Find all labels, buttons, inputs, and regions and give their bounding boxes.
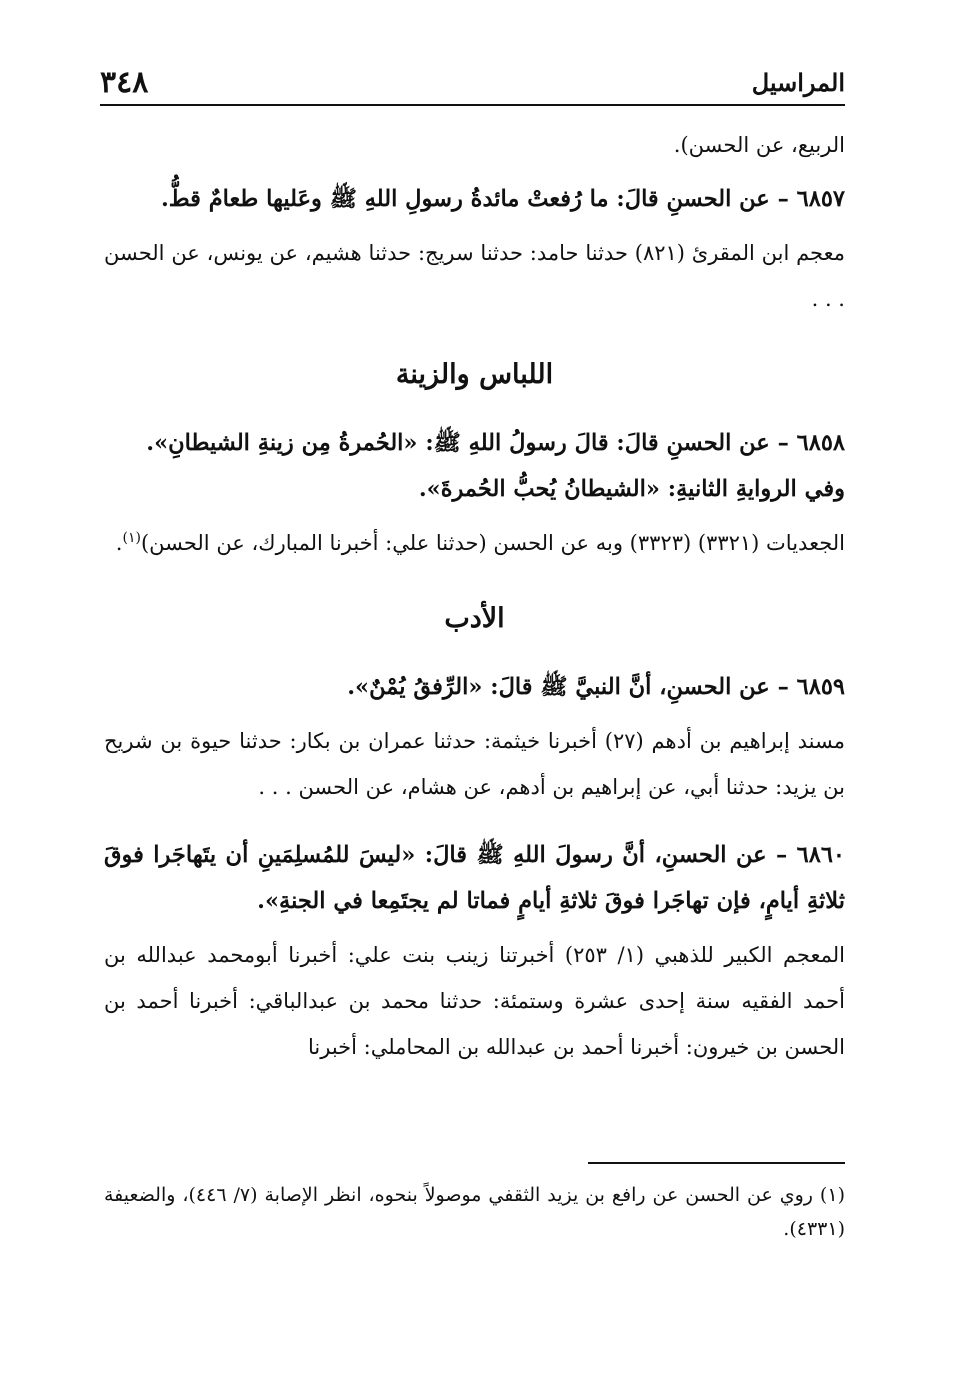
page-number: ٣٤٨ [100,64,149,100]
source-6858-end: . [115,531,123,555]
footnote: (١) روي عن الحسن عن رافع بن يزيد الثقفي موصولاً بنحوه، انظر الإصابة (٧/ ٤٤٦)، والضعيفة (٤٣٣١). [104,1184,845,1240]
source-6859: مسند إبراهيم بن أدهم (٢٧) أخبرنا خيثمة: حدثنا عمران بن بكار: حدثنا حيوة بن شريح بن يزيد: حدثنا أبي، عن إبراهيم بن أدهم، عن هشام، عن الحسن . . . [104,729,845,799]
source-6858-text: الجعديات (٣٣٢١) (٣٣٢٣) وبه عن الحسن (حدثنا علي: أخبرنا المبارك، عن الحسن) [140,531,845,555]
hadith-6857: ٦٨٥٧ – عن الحسنِ قالَ: ما رُفعتْ مائدةُ رسولِ اللهِ ﷺ وعَليها طعامٌ قطُّ. [160,186,845,212]
hadith-6858: ٦٨٥٨ – عن الحسنِ قالَ: قالَ رسولُ اللهِ ﷺ: «الحُمرةُ مِن زينةِ الشيطانِ». [146,430,845,456]
hadith-6859: ٦٨٥٩ – عن الحسنِ، أنَّ النبيَّ ﷺ قالَ: «الرِّفقُ يُمْنٌ». [347,674,845,700]
page-header [100,62,845,102]
source-6858 [104,520,845,566]
running-title: المراسيل [751,67,845,97]
source-6860: المعجم الكبير للذهبي (١/ ٢٥٣) أخبرتنا زينب بنت علي: أخبرنا أبومحمد عبدالله بن أحمد الفقيه سنة إحدى عشرة وستمئة: حدثنا محمد بن عبدالباقي: أخبرنا أحمد بن الحسن بن خيرون: أخبرنا أحمد بن عبدالله بن المحاملي: أخبرنا [104,943,845,1059]
footnote-rule [588,1162,845,1164]
footnote-reference: (١) [122,530,141,546]
section-heading-manners: الأدب [444,603,505,634]
section-heading-clothing: اللباس والزينة [395,359,554,390]
page-body [104,122,845,1070]
hadith-6858-variant: وفي الروايةِ الثانيةِ: «الشيطانُ يُحبُّ الحُمرةَ». [418,476,845,502]
hadith-6860: ٦٨٦٠ – عن الحسنِ، أنَّ رسولَ اللهِ ﷺ قالَ: «ليسَ للمُسلِمَينِ أن يتَهاجَرا فوقَ ثلاثةِ أيامٍ، فإن تهاجَرا فوقَ ثلاثةِ أيامٍ فماتا لم يجتَمِعا في الجنةِ». [104,842,845,914]
source-6857: معجم ابن المقرئ (٨٢١) حدثنا حامد: حدثنا سريج: حدثنا هشيم، عن يونس، عن الحسن . . . [104,241,845,311]
continuation-line: الربيع، عن الحسن). [673,133,845,157]
header-rule [100,104,845,106]
